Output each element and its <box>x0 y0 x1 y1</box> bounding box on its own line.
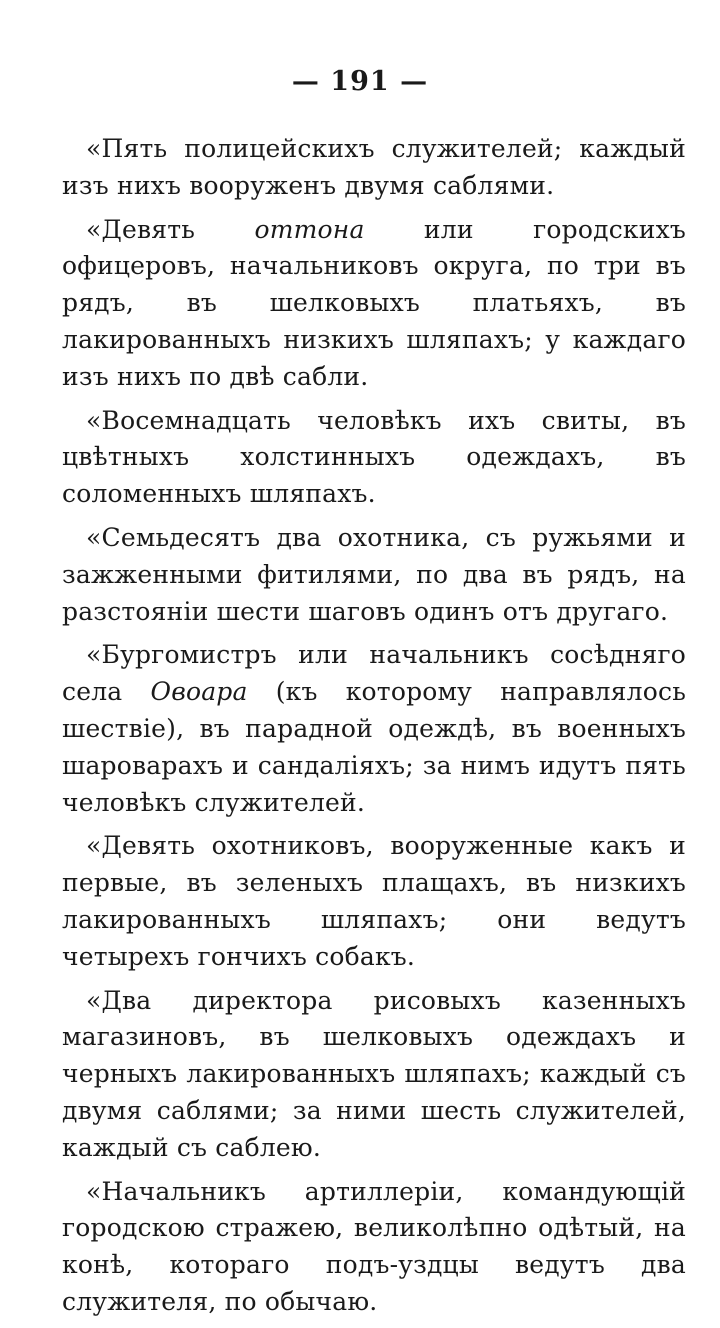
paragraph-directors: «Два директора рисовыхъ казенныхъ магазиновъ, въ шелковыхъ одеждахъ и черныхъ лакированныхъ шляпахъ; каждый съ двумя саблями; за ними шесть служителей, каждый съ саблею. <box>62 985 686 1162</box>
paragraph-text: или городскихъ офицеровъ, начальниковъ округа, по три въ рядъ, въ шелковыхъ платьяхъ, въ лакированныхъ низкихъ шляпахъ; у каждаго изъ нихъ по двѣ сабли. <box>62 214 686 391</box>
body-text <box>62 131 686 1328</box>
italic-place-name: Овоара <box>150 677 248 707</box>
paragraph-retinue: «Восемнадцать человѣкъ ихъ свиты, въ цвѣтныхъ холстинныхъ одеждахъ, въ соломенныхъ шляпахъ. <box>62 405 686 509</box>
paragraph-hunters: «Семьдесятъ два охотника, съ ружьями и зажженными фитилями, по два въ рядъ, на разстояніи шести шаговъ одинъ отъ другаго. <box>62 522 686 626</box>
paragraph-ottona-officers <box>62 212 686 396</box>
paragraph-text: (къ которому направлялось шествіе), въ парадной одеждѣ, въ военныхъ шароварахъ и сандаліяхъ; за нимъ идутъ пять человѣкъ служителей. <box>62 677 686 817</box>
paragraph-text: «Девять <box>86 214 255 244</box>
paragraph-police-servants: «Пять полицейскихъ служителей; каждый изъ нихъ вооруженъ двумя саблями. <box>62 134 686 200</box>
italic-term: оттона <box>254 214 365 244</box>
paragraph-nine-hunters: «Девять охотниковъ, вооруженные какъ и первые, въ зеленыхъ плащахъ, въ низкихъ лакированныхъ шляпахъ; они ведутъ четырехъ гончихъ собакъ. <box>62 831 686 971</box>
paragraph-text: «Бургомистръ или начальникъ сосѣдняго села <box>62 640 686 707</box>
paragraph-artillery-chief: «Начальникъ артиллеріи, командующій городскою стражею, великолѣпно одѣтый, на конѣ, котораго подъ-уздцы ведутъ два служителя, по обычаю. <box>62 1176 686 1316</box>
page-number: — 191 — <box>291 66 429 97</box>
paragraph-burgomaster <box>62 637 686 821</box>
